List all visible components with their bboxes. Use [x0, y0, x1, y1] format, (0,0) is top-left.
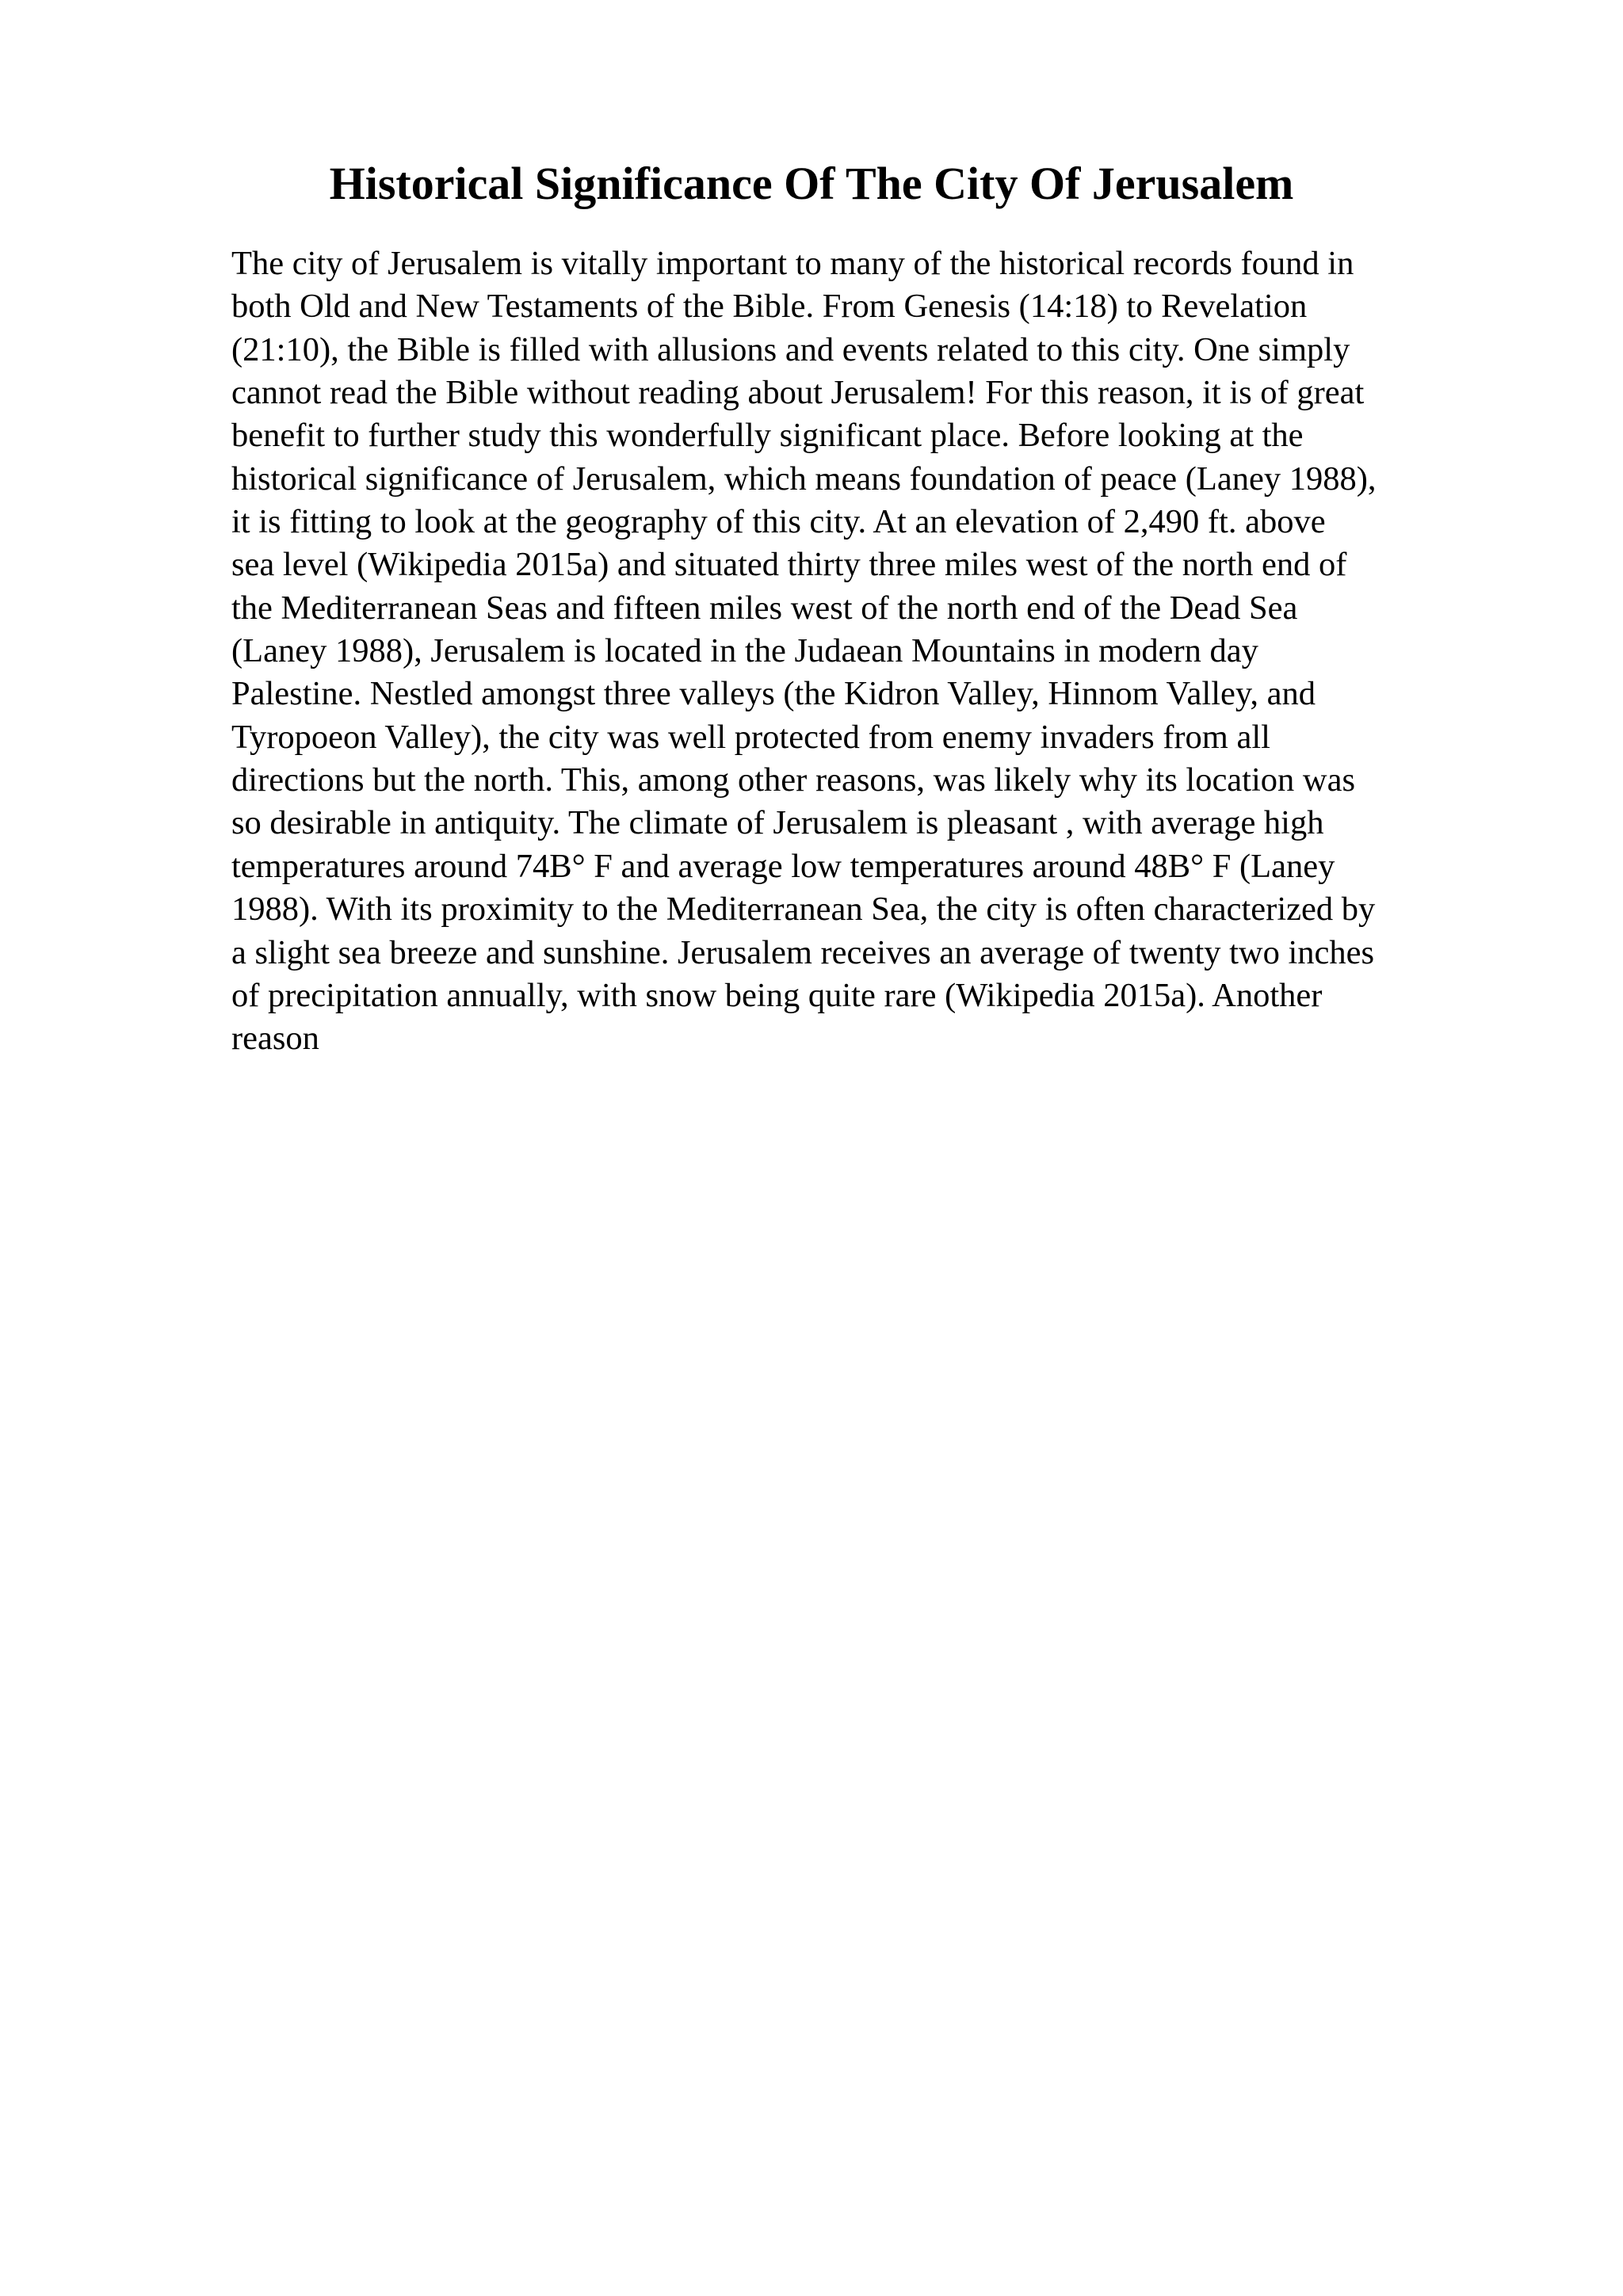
paragraph-line: historical significance of Jerusalem, which means foundation of peace (Laney 1988), — [231, 460, 1377, 498]
paragraph-line: temperatures around 74B° F and average low temperatures around 48B° F (Laney — [231, 847, 1335, 885]
paragraph-line: (21:10), the Bible is filled with allusions and events related to this city. One simply — [231, 330, 1350, 368]
paragraph-line: (Laney 1988), Jerusalem is located in the Judaean Mountains in modern day — [231, 632, 1258, 670]
paragraph-line: Palestine. Nestled amongst three valleys (the Kidron Valley, Hinnom Valley, and — [231, 675, 1316, 713]
paragraph-line: a slight sea breeze and sunshine. Jerusalem receives an average of twenty two inches — [231, 933, 1375, 971]
paragraph-line: of precipitation annually, with snow being quite rare (Wikipedia 2015a). Another — [231, 976, 1323, 1014]
paragraph-line: cannot read the Bible without reading about Jerusalem! For this reason, it is of great — [231, 374, 1365, 412]
paragraph-line: directions but the north. This, among other reasons, was likely why its location was — [231, 761, 1356, 799]
paragraph-line: Tyropoeon Valley), the city was well protected from enemy invaders from all — [231, 718, 1270, 756]
document-title: Historical Significance Of The City Of Jerusalem — [329, 158, 1294, 209]
paragraph-line: benefit to further study this wonderfully significant place. Before looking at the — [231, 417, 1304, 455]
paragraph-line: so desirable in antiquity. The climate of Jerusalem is pleasant , with average high — [231, 804, 1324, 842]
paragraph-line: 1988). With its proximity to the Mediterranean Sea, the city is often characterized by — [231, 891, 1376, 929]
paragraph-line: both Old and New Testaments of the Bible. From Genesis (14:18) to Revelation — [231, 288, 1308, 326]
body-paragraph — [231, 242, 1515, 1061]
paragraph-line: reason — [231, 1020, 319, 1058]
paragraph-line: the Mediterranean Seas and fifteen miles west of the north end of the Dead Sea — [231, 589, 1298, 627]
paragraph-line: The city of Jerusalem is vitally important to many of the historical records found in — [231, 245, 1354, 282]
paragraph-line: it is fitting to look at the geography of this city. At an elevation of 2,490 ft. above — [231, 503, 1326, 541]
paragraph-line: sea level (Wikipedia 2015a) and situated thirty three miles west of the north end of — [231, 546, 1347, 584]
